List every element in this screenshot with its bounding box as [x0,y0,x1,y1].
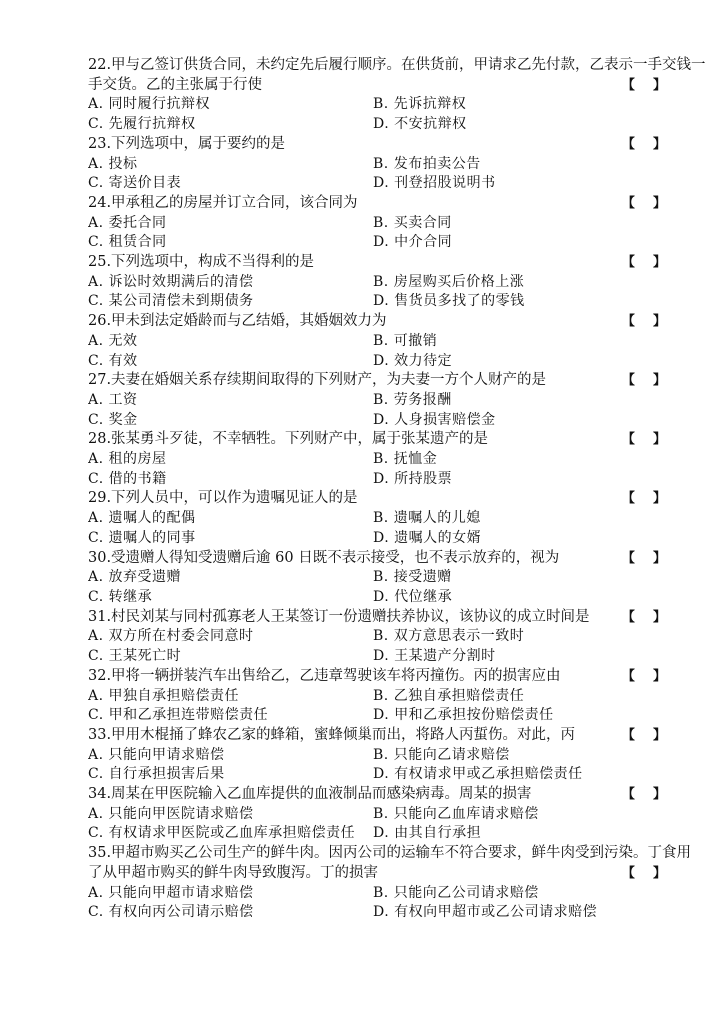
question-block [88,844,692,923]
answer-option-c: C. 有权向丙公司请示赔偿 [88,904,254,921]
answer-options [88,273,678,312]
answer-option-a: A. 诉讼时效期满后的清偿 [88,273,254,290]
question-block [88,253,678,312]
answer-option-b: B. 只能向乙血库请求赔偿 [373,805,539,822]
question-stem-line [88,371,678,391]
answer-option-d: D. 人身损害赔偿金 [373,411,496,428]
answer-bracket: 【 】 [621,491,666,507]
question-stem-text: 30.受遗赠人得知受遗赠后逾 60 日既不表示接受，也不表示放弃的，视为 [88,549,560,566]
answer-options [88,332,678,371]
answer-options [88,214,678,253]
answer-options [88,687,678,726]
question-stem-text: 24.甲承租乙的房屋并订立合同，该合同为 [88,194,358,211]
answer-bracket: 【 】 [621,136,666,152]
answer-option-b: B. 遗嘱人的儿媳 [373,510,481,527]
answer-option-d: D. 有权向甲超市或乙公司请求赔偿 [373,904,598,921]
answer-option-a: A. 同时履行抗辩权 [88,96,211,113]
question-block [88,489,678,548]
question-stem-text: 25.下列选项中，构成不当得利的是 [88,254,315,271]
answer-option-b: B. 乙独自承担赔偿责任 [373,687,525,704]
answer-bracket: 【 】 [621,787,666,803]
question-stem-text: 32.甲将一辆拼装汽车出售给乙，乙违章驾驶该车将丙撞伤。丙的损害应由 [88,667,561,684]
question-stem-line [88,312,678,332]
answer-option-d: D. 甲和乙承担按份赔偿责任 [373,707,554,724]
answer-options [88,805,678,844]
answer-options [88,450,678,489]
answer-option-d: D. 不安抗辩权 [373,116,467,133]
answer-option-c: C. 有效 [88,352,138,369]
answer-bracket: 【 】 [621,195,666,211]
question-block [88,135,678,194]
question-stem-line [88,56,706,76]
question-block [88,312,678,371]
question-stem-text: 27.夫妻在婚姻关系存续期间取得的下列财产，为夫妻一方个人财产的是 [88,372,547,389]
answer-option-b: B. 双方意思表示一致时 [373,628,525,645]
question-stem-line [88,785,678,805]
question-stem-line [88,253,678,273]
question-stem-line [88,76,678,96]
answer-option-c: C. 寄送价目表 [88,175,182,192]
answer-option-d: D. 遗嘱人的女婿 [373,529,482,546]
answer-bracket: 【 】 [621,373,666,389]
question-stem-line [88,608,678,628]
answer-option-a: A. 只能向甲医院请求赔偿 [88,805,254,822]
answer-option-b: B. 只能向乙公司请求赔偿 [373,884,539,901]
question-block [88,726,678,785]
answer-option-b: B. 可撤销 [373,332,438,349]
answer-option-b: B. 发布拍卖公告 [373,155,481,172]
answer-option-d: D. 刊登招股说明书 [373,175,496,192]
answer-option-a: A. 委托合同 [88,214,167,231]
answer-options [88,155,678,194]
answer-option-d: D. 所持股票 [373,470,453,487]
answer-bracket: 【 】 [621,865,666,881]
answer-option-a: A. 租的房屋 [88,451,167,468]
answer-bracket: 【 】 [621,77,666,93]
question-stem-text: 手交货。乙的主张属于行使 [88,76,262,93]
answer-option-c: C. 甲和乙承担连带赔偿责任 [88,707,269,724]
answer-option-b: B. 房屋购买后价格上涨 [373,273,525,290]
answer-option-a: A. 无效 [88,332,138,349]
answer-option-c: C. 有权请求甲医院或乙血库承担赔偿责任 [88,825,356,842]
answer-option-d: D. 有权请求甲或乙承担赔偿责任 [373,766,583,783]
answer-option-d: D. 由其自行承担 [373,825,482,842]
answer-option-a: A. 放弃受遗赠 [88,569,182,586]
question-stem-text: 31.村民刘某与同村孤寡老人王某签订一份遗赠扶养协议，该协议的成立时间是 [88,608,590,625]
answer-option-a: A. 工资 [88,391,138,408]
question-stem-line [88,135,678,155]
question-block [88,194,678,253]
question-stem-line [88,726,678,746]
answer-options [88,95,678,134]
question-stem-line [88,844,692,864]
question-stem-text: 26.甲未到法定婚龄而与乙结婚，其婚姻效力为 [88,313,387,330]
answer-option-b: B. 买卖合同 [373,214,452,231]
answer-option-a: A. 遗嘱人的配偶 [88,510,196,527]
answer-bracket: 【 】 [621,432,666,448]
answer-option-c: C. 借的书籍 [88,470,167,487]
answer-option-d: D. 中介合同 [373,234,453,251]
question-block [88,667,678,726]
answer-option-a: A. 投标 [88,155,138,172]
question-block [88,608,678,667]
answer-option-b: B. 只能向乙请求赔偿 [373,746,510,763]
answer-bracket: 【 】 [621,668,666,684]
answer-option-a: A. 只能向甲超市请求赔偿 [88,884,254,901]
exam-page [88,56,706,923]
answer-bracket: 【 】 [621,609,666,625]
question-block [88,371,678,430]
answer-option-b: B. 劳务报酬 [373,391,452,408]
answer-option-d: D. 代位继承 [373,588,453,605]
question-stem-text: 28.张某勇斗歹徒，不幸牺牲。下列财产中，属于张某遗产的是 [88,431,489,448]
answer-option-c: C. 遗嘱人的同事 [88,529,196,546]
question-stem-text: 22.甲与乙签订供货合同，未约定先后履行顺序。在供货前，甲请求乙先付款，乙表示一手交钱一 [88,57,706,73]
answer-bracket: 【 】 [621,550,666,566]
question-stem-text: 34.周某在甲医院输入乙血库提供的血液制品而感染病毒。周某的损害 [88,786,532,803]
answer-option-d: D. 王某遗产分割时 [373,648,496,665]
answer-option-c: C. 自行承担损害后果 [88,766,225,783]
question-stem-line [88,489,678,509]
question-stem-text: 23.下列选项中，属于要约的是 [88,135,286,152]
answer-option-c: C. 租赁合同 [88,234,167,251]
answer-option-b: B. 先诉抗辩权 [373,96,467,113]
question-stem-text: 33.甲用木棍捅了蜂农乙家的蜂箱，蜜蜂倾巢而出，将路人丙蜇伤。对此，丙 [88,726,576,743]
question-block [88,549,678,608]
question-stem-text: 了从甲超市购买的鲜牛肉导致腹泻。丁的损害 [88,864,378,881]
question-block [88,430,678,489]
answer-option-d: D. 效力待定 [373,352,453,369]
answer-options [88,746,678,785]
question-stem-text: 35.甲超市购买乙公司生产的鲜牛肉。因丙公司的运输车不符合要求，鲜牛肉受到污染。丁食用 [88,845,692,862]
answer-option-a: A. 甲独自承担赔偿责任 [88,687,240,704]
answer-options [88,568,678,607]
answer-option-a: A. 只能向甲请求赔偿 [88,746,225,763]
answer-options [88,627,678,666]
answer-option-c: C. 先履行抗辩权 [88,116,196,133]
answer-options [88,884,678,923]
answer-options [88,391,678,430]
answer-option-a: A. 双方所在村委会同意时 [88,628,254,645]
question-stem-line [88,194,678,214]
question-stem-line [88,864,678,884]
answer-bracket: 【 】 [621,727,666,743]
answer-bracket: 【 】 [621,314,666,330]
answer-bracket: 【 】 [621,255,666,271]
answer-option-c: C. 某公司清偿未到期债务 [88,293,254,310]
answer-option-c: C. 王某死亡时 [88,648,182,665]
answer-option-c: C. 奖金 [88,411,138,428]
question-block [88,785,678,844]
question-stem-line [88,430,678,450]
question-stem-text: 29.下列人员中，可以作为遗嘱见证人的是 [88,490,358,507]
question-block [88,56,706,135]
answer-option-b: B. 抚恤金 [373,451,438,468]
answer-option-d: D. 售货员多找了的零钱 [373,293,525,310]
answer-option-c: C. 转继承 [88,588,153,605]
question-stem-line [88,667,678,687]
answer-options [88,509,678,548]
answer-option-b: B. 接受遗赠 [373,569,452,586]
question-stem-line [88,549,678,569]
